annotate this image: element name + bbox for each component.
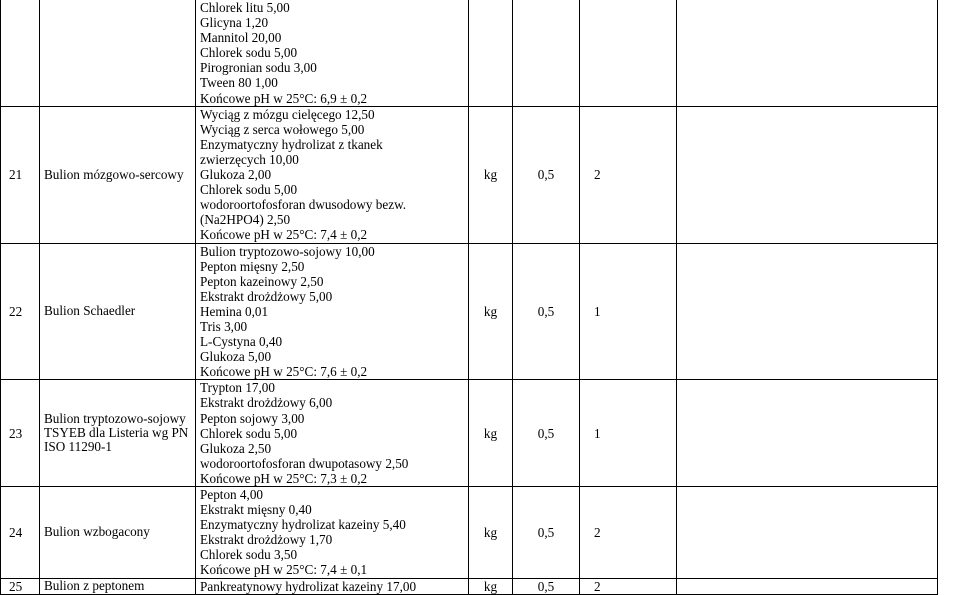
empty-cell: [677, 487, 938, 579]
composition-line: Chlorek sodu 5,00: [200, 182, 298, 198]
composition-line: Pepton mięsny 2,50: [200, 258, 305, 274]
package-quantity: 0,5: [513, 487, 580, 579]
composition-line: Mannitol 20,00: [200, 30, 282, 46]
package-quantity: [513, 0, 580, 106]
composition-line: Enzymatyczny hydrolizat kazeiny 5,40: [200, 517, 406, 533]
composition-line: Glukoza 5,00: [200, 349, 272, 365]
composition-line: Tris 3,00: [200, 318, 248, 334]
composition-line: Wyciąg z serca wołowego 5,00: [200, 121, 365, 137]
composition: [196, 0, 469, 106]
composition-line: Końcowe pH w 25°C: 7,3 ± 0,2: [200, 470, 368, 486]
composition-line: Końcowe pH w 25°C: 7,4 ± 0,2: [200, 227, 368, 243]
composition-line: Pankreatynowy hydrolizat kazeiny 17,00: [200, 578, 417, 594]
row-number: 25: [1, 578, 40, 594]
product-name: [40, 487, 196, 579]
unit: kg: [469, 487, 513, 579]
composition-line: Końcowe pH w 25°C: 6,9 ± 0,2: [200, 90, 368, 106]
composition-line: Chlorek sodu 3,50: [200, 547, 298, 563]
package-quantity: 0,5: [513, 380, 580, 487]
table-row: [1, 243, 938, 380]
composition-line: L-Cystyna 0,40: [200, 334, 283, 350]
composition-line: Tween 80 1,00: [200, 75, 278, 91]
product-name: [40, 380, 196, 487]
product-name-line: TSYEB dla Listeria wg PN: [44, 425, 189, 441]
composition-line: Glukoza 2,50: [200, 440, 272, 456]
unit: kg: [469, 380, 513, 487]
empty-cell: [677, 578, 938, 594]
package-count: 1: [580, 380, 677, 487]
row-number: 24: [1, 487, 40, 579]
composition-line: wodoroortofosforan dwupotasowy 2,50: [200, 455, 409, 471]
row-number: 22: [1, 243, 40, 380]
product-name-line: Bulion tryptozowo-sojowy: [44, 411, 186, 427]
composition-line: Pepton sojowy 3,00: [200, 410, 305, 426]
unit: kg: [469, 243, 513, 380]
table-row: [1, 487, 938, 579]
package-quantity: 0,5: [513, 243, 580, 380]
package-count: 2: [580, 106, 677, 243]
table-row: [1, 0, 938, 106]
composition-line: Pepton 4,00: [200, 487, 264, 502]
product-name-line: ISO 11290-1: [44, 439, 113, 455]
composition-line: Wyciąg z mózgu cielęcego 12,50: [200, 106, 375, 122]
composition: [196, 487, 469, 579]
composition-line: Chlorek sodu 5,00: [200, 425, 298, 441]
composition-line: zwierzęcych 10,00: [200, 151, 299, 167]
package-count: [580, 0, 677, 106]
composition-line: Bulion tryptozowo-sojowy 10,00: [200, 243, 375, 259]
composition-line: wodoroortofosforan dwusodowy bezw.: [200, 197, 407, 213]
composition-line: Pepton kazeinowy 2,50: [200, 273, 324, 289]
unit: [469, 0, 513, 106]
unit: kg: [469, 106, 513, 243]
composition-line: Końcowe pH w 25°C: 7,6 ± 0,2: [200, 364, 368, 380]
composition-line: Ekstrakt drożdżowy 6,00: [200, 395, 333, 411]
row-number: 23: [1, 380, 40, 487]
composition-line: Pirogronian sodu 3,00: [200, 60, 317, 76]
product-name: [40, 578, 196, 594]
package-quantity: 0,5: [513, 106, 580, 243]
table-row: [1, 578, 938, 594]
empty-cell: [677, 106, 938, 243]
package-count: 1: [580, 243, 677, 380]
composition-line: Hemina 0,01: [200, 303, 269, 319]
product-name: [40, 243, 196, 380]
product-name-line: Bulion Schaedler: [44, 303, 136, 319]
product-name-line: Bulion mózgowo-sercowy: [44, 166, 184, 182]
product-name: [40, 106, 196, 243]
composition-line: (Na2HPO4) 2,50: [200, 212, 291, 228]
composition-line: Chlorek sodu 5,00: [200, 45, 298, 61]
empty-cell: [677, 380, 938, 487]
package-count: 2: [580, 578, 677, 594]
product-name-line: Bulion z peptonem: [44, 578, 145, 594]
package-count: 2: [580, 487, 677, 579]
composition: [196, 243, 469, 380]
package-quantity: 0,5: [513, 578, 580, 594]
composition-line: Ekstrakt mięsny 0,40: [200, 502, 312, 518]
product-name-line: Bulion wzbogacony: [44, 524, 150, 540]
composition-line: Ekstrakt drożdżowy 1,70: [200, 532, 333, 548]
product-name: [40, 0, 196, 106]
composition-line: Glicyna 1,20: [200, 15, 269, 31]
table-row: [1, 380, 938, 487]
composition: [196, 578, 469, 594]
composition-line: Glukoza 2,00: [200, 167, 272, 183]
composition-line: Enzymatyczny hydrolizat z tkanek: [200, 136, 383, 152]
composition: [196, 106, 469, 243]
row-number: 21: [1, 106, 40, 243]
composition-line: Końcowe pH w 25°C: 7,4 ± 0,1: [200, 562, 368, 578]
empty-cell: [677, 243, 938, 380]
composition: [196, 380, 469, 487]
unit: kg: [469, 578, 513, 594]
row-number: [1, 0, 40, 106]
table-row: [1, 106, 938, 243]
composition-line: Chlorek litu 5,00: [200, 0, 290, 15]
empty-cell: [677, 0, 938, 106]
composition-line: Ekstrakt drożdżowy 5,00: [200, 288, 333, 304]
composition-line: Trypton 17,00: [200, 380, 275, 396]
